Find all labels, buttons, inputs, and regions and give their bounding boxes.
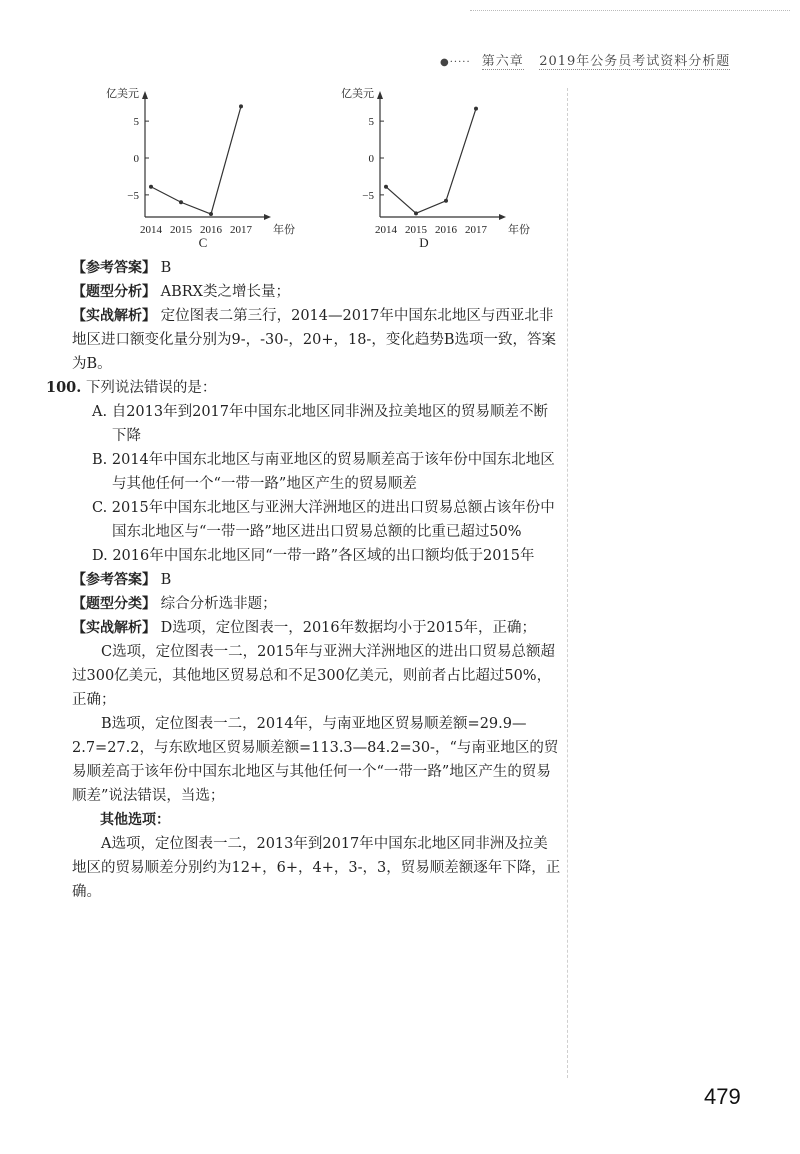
answer-line-1 xyxy=(72,256,562,280)
type-label: 【题型分类】 xyxy=(72,596,156,612)
chart-d-data-point xyxy=(384,185,388,189)
chart-c-y-tick-label: 5 xyxy=(133,116,139,129)
type-line-1 xyxy=(72,280,562,304)
chart-c-series-line xyxy=(151,106,241,214)
chart-c-svg xyxy=(95,85,295,235)
other-options-title: 其他选项： xyxy=(100,812,170,828)
answer-label: 【参考答案】 xyxy=(72,572,156,588)
chart-d-y-arrow xyxy=(377,91,383,99)
running-header xyxy=(440,50,770,69)
option-d: D. 2016年中国东北地区同“一带一路”各区域的出口额均低于2015年 xyxy=(92,548,535,564)
option-a: A. 自2013年到2017年中国东北地区同非洲及拉美地区的贸易顺差不断下降 xyxy=(92,404,548,444)
type-line-2 xyxy=(72,592,562,616)
analysis-label: 【实战解析】 xyxy=(72,620,156,636)
chart-option-c xyxy=(95,85,295,250)
page-content xyxy=(46,256,562,904)
chart-c-x-tick-label: 2017 xyxy=(230,224,252,235)
chart-c-y-arrow xyxy=(142,91,148,99)
question-text: 下列说法错误的是： xyxy=(85,380,217,396)
chart-d-x-tick-label: 2015 xyxy=(405,224,427,235)
chart-c-y-tick-label: −5 xyxy=(127,189,139,202)
type-label: 【题型分析】 xyxy=(72,284,156,300)
chart-d-y-tick-label: −5 xyxy=(362,189,374,202)
header-part: 第六章 xyxy=(481,54,524,69)
other-options-paragraph: A选项，定位图表一二，2013年到2017年中国东北地区同非洲及拉美地区的贸易顺差分别约为12+，6+，4+，3-，3，贸易顺差额逐年下降，正确。 xyxy=(72,836,561,900)
page-number: 479 xyxy=(704,1084,741,1109)
chart-d-x-tick-label: 2014 xyxy=(375,224,397,235)
chart-d-data-point xyxy=(414,211,418,215)
analysis-paragraph: B选项，定位图表一二，2014年，与南亚地区贸易顺差额=29.9—2.7=27.2，与东欧地区贸易顺差额=113.3—84.2=30-，“与南亚地区的贸易顺差高于该年份中国东北地区与其他任何一个“一带一路”地区产生的贸易顺差”说法错误，当选； xyxy=(72,716,559,804)
chart-c-x-arrow xyxy=(264,214,271,220)
analysis-text: 定位图表二第三行，2014—2017年中国东北地区与西亚北非地区进口额变化量分别为9-，-30-，20+，18-，变化趋势B选项一致，答案为B。 xyxy=(72,308,556,372)
chart-c-data-point xyxy=(179,200,183,204)
chart-d-caption: D xyxy=(419,235,429,250)
chart-c-data-point xyxy=(209,212,213,216)
option-c: C. 2015年中国东北地区与亚洲大洋洲地区的进出口贸易总额占该年份中国东北地区与“一带一路”地区进出口贸易总额的比重已超过50% xyxy=(92,500,555,540)
analysis-paragraph: C选项，定位图表一二，2015年与亚洲大洋洲地区的进出口贸易总额超过300亿美元，其他地区贸易总和不足300亿美元，则前者占比超过50%，正确； xyxy=(72,644,555,708)
top-dotted-rule xyxy=(470,10,790,11)
chart-d-y-tick-label: 5 xyxy=(368,116,374,129)
chart-c-x-tick-label: 2014 xyxy=(140,224,162,235)
analysis-paragraph: D选项，定位图表一，2016年数据均小于2015年，正确； xyxy=(160,620,537,636)
type-value: ABRX类之增长量； xyxy=(160,284,290,300)
answer-value: B xyxy=(160,572,172,588)
analysis-label: 【实战解析】 xyxy=(72,308,156,324)
option-b: B. 2014年中国东北地区与南亚地区的贸易顺差高于该年份中国东北地区与其他任何一个“一带一路”地区产生的贸易顺差 xyxy=(92,452,555,492)
chart-c-caption: C xyxy=(198,235,208,250)
chart-c-data-point xyxy=(239,104,243,108)
chart-d-x-tick-label: 2016 xyxy=(435,224,457,235)
chart-d-x-tick-label: 2017 xyxy=(465,224,487,235)
chart-c-x-tick-label: 2015 xyxy=(170,224,192,235)
answer-value: B xyxy=(160,260,172,276)
header-bullet: ●····· xyxy=(440,57,471,68)
chart-d-x-arrow xyxy=(499,214,506,220)
question-stem xyxy=(46,376,562,400)
chart-c-y-label: 亿美元 xyxy=(106,88,139,100)
margin-rule xyxy=(567,88,568,1078)
chart-c-y-tick-label: 0 xyxy=(133,153,139,165)
chart-c-data-point xyxy=(149,185,153,189)
chart-d-series-line xyxy=(386,109,476,214)
header-title: 2019年公务员考试资料分析题 xyxy=(539,54,731,69)
chart-c-x-tick-label: 2016 xyxy=(200,224,222,235)
type-value: 综合分析选非题； xyxy=(160,596,277,612)
chart-d-y-tick-label: 0 xyxy=(368,153,374,165)
chart-d-svg xyxy=(330,85,530,235)
chart-c-x-label: 年份 xyxy=(273,224,295,235)
chart-option-d xyxy=(330,85,530,250)
chart-d-data-point xyxy=(474,107,478,111)
answer-label: 【参考答案】 xyxy=(72,260,156,276)
question-number: 100. xyxy=(46,379,82,396)
chart-d-y-label: 亿美元 xyxy=(341,88,374,100)
chart-d-x-label: 年份 xyxy=(508,224,530,235)
answer-line-2 xyxy=(72,568,562,592)
analysis-line-2 xyxy=(72,616,562,640)
chart-d-data-point xyxy=(444,199,448,203)
analysis-line-1 xyxy=(72,304,562,376)
